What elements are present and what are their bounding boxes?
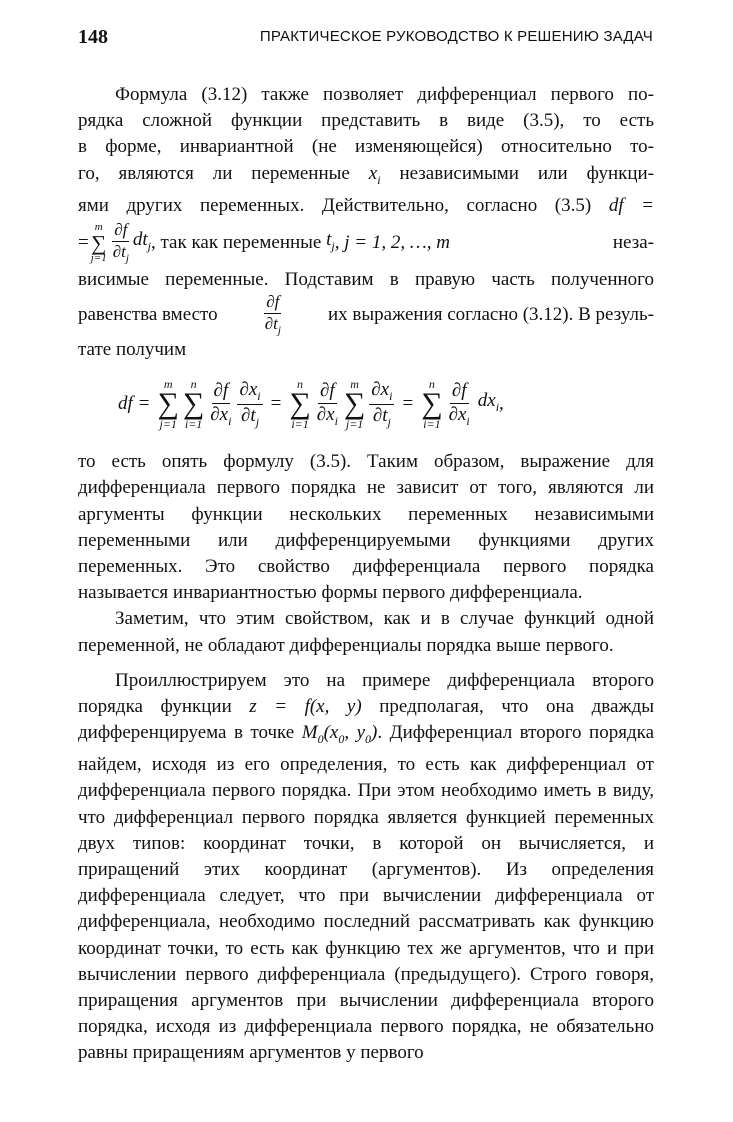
- p1-line4: го, являются ли переменные $x_i$ независимыми или функци-: [78, 162, 655, 187]
- var-x: $x_i$: [368, 162, 381, 187]
- page-header: [78, 26, 653, 48]
- p1-line7: висимые переменные. Подставим в правую часть полученного: [78, 268, 654, 290]
- paragraph-3: Заметим, что этим свойством, как и в случае функций одной переменной, не обладают дифференциалы порядка выше первого.: [78, 608, 654, 656]
- fraction: $\frac{\partial f}{\partial t_j}$: [264, 292, 281, 337]
- sum-symbol: m ∑ j=1: [90, 220, 107, 264]
- paragraph-2: то есть опять формулу (3.5). Таким образом, выражение для дифференциала первого порядка не зависит от того, являются ли аргументы функции нескольких переменных независимыми переменными или дифференцируемыми функциями других переменных. Это свойство дифференциала первого порядка называется инвариантностью формы первого дифференциала.: [78, 451, 654, 604]
- display-formula: df = m ∑ j=1 n ∑ i=1 $\frac{\partial f}{\partial x_i}$ $\frac{\partial x_i}{\partial t_j}$ = n ∑ i=1 $\frac{\partial f}{\partial x_i}$ m ∑ j=1 $\frac{\partial x_i}{\partial t_j}$ = n ∑ i=1 $\frac{\partial f}{\partial x_i}$ $dx_i$ ,: [118, 377, 504, 432]
- paragraph-1: [78, 82, 654, 363]
- page-body: [78, 82, 654, 1067]
- fraction: $\frac{\partial f}{\partial t_j}$: [112, 220, 129, 265]
- running-title: ПРАКТИЧЕСКОЕ РУКОВОДСТВО К РЕШЕНИЮ ЗАДАЧ: [259, 28, 653, 45]
- p1-line9: тате получим: [78, 339, 187, 361]
- p1-line5: ями других переменных. Действительно, согласно (3.5) df =: [78, 194, 654, 216]
- p1-line1: Формула (3.12) также позволяет дифференциал первого по-: [115, 84, 654, 105]
- page-number: 148: [78, 26, 108, 48]
- p1-line3: в форме, инвариантной (не изменяющейся) относительно то-: [78, 136, 654, 158]
- p1-line6: = m ∑ j=1 $\frac{\partial f}{\partial t_j}$ $dt_j$ , так как переменные $t_j$ , j = 1, 2, …, m неза-: [78, 220, 654, 265]
- p1-line8: равенства вместо $\frac{\partial f}{\partial t_j}$ их выражения согласно (3.12). В резуль-: [78, 292, 654, 337]
- p1-line2: рядка сложной функции представить в виде (3.5), то есть: [78, 110, 654, 132]
- paragraph-4: Проиллюстрируем это на примере дифференциала второго порядка функции z = f(x, y) предполагая, что она дважды дифференцируема в точке $M_0(x_0$, $y_0$). Дифференциал второго порядка найдем, исходя из его определения, то есть как дифференциал от дифференциала первого порядка. При этом необходимо иметь в виду, что дифференциал первого порядка является функцией переменных двух типов: координат точки, в которой он вычисляется, и приращений этих координат (аргументов). Из определения дифференциала следует, что при вычислении дифференциала от дифференциала, необходимо последний рассматривать как функцию координат точки, то есть как функцию тех же аргументов, что и при вычислении первого дифференциала (предыдущего). Строго говоря, приращения аргументов при вычислении дифференциала второго порядка, исходя из дифференциала первого порядка, не обязательно равны приращениям аргументов у первого: [78, 669, 655, 1064]
